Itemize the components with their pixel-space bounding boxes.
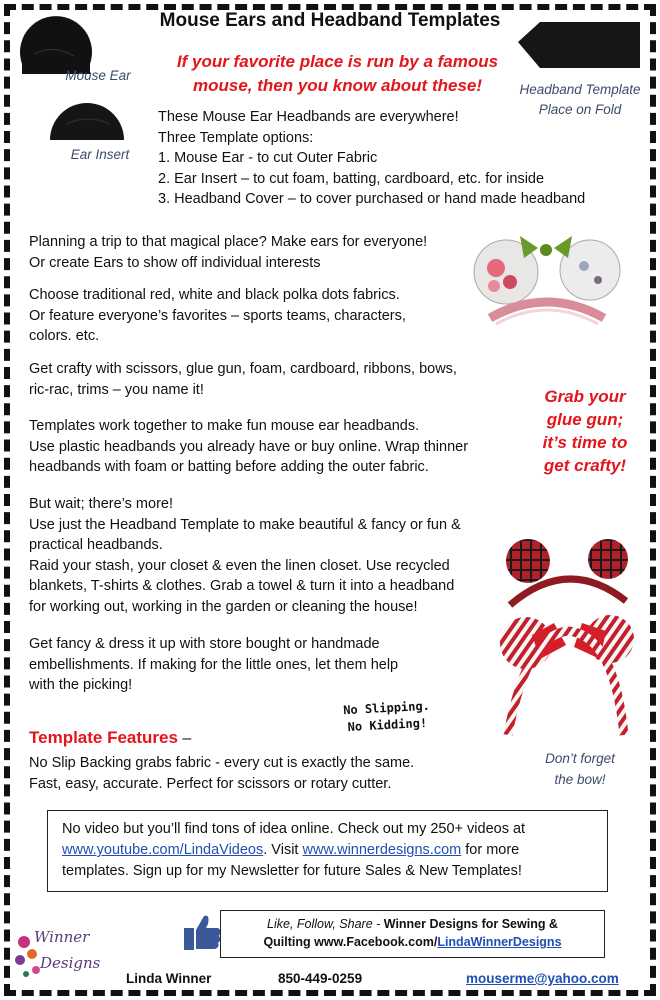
tagline-line1: If your favorite place is run by a famous: [176, 52, 499, 71]
headband-template-caption-line2: Place on Fold: [538, 102, 622, 117]
paragraph-line: Or create Ears to show off individual interests: [29, 254, 321, 271]
footer-phone: 850-449-0259: [278, 971, 363, 986]
paragraph-templates: [29, 416, 468, 478]
paragraph-line: Templates work together to make fun mouse ear headbands.: [29, 418, 420, 434]
logo-text-winner: Winner: [34, 928, 90, 946]
website-link[interactable]: www.winnerdesigns.com: [302, 842, 462, 858]
paragraph-line: headbands with foam or batting before adding the outer fabric.: [29, 459, 429, 475]
features-line: Fast, easy, accurate. Perfect for scissors or rotary cutter.: [29, 775, 392, 792]
paragraph-line: with the picking!: [29, 677, 133, 693]
callout-line: it’s time to: [542, 433, 628, 452]
social-prefix: Like, Follow, Share -: [267, 917, 384, 931]
thumbs-up-icon[interactable]: [184, 912, 222, 952]
winner-designs-logo: [12, 912, 112, 982]
paragraph-line: practical headbands.: [29, 537, 163, 553]
social-brand-url: Quilting www.Facebook.com/: [263, 935, 438, 949]
paragraph-line: blankets, T-shirts & clothes. Grab a towel & turn it into a headband: [29, 578, 455, 594]
paragraph-line: embellishments. If making for the little ones, let them help: [29, 656, 399, 673]
paragraph-line: Choose traditional red, white and black polka dots fabrics.: [29, 287, 400, 303]
paragraph-more: [29, 494, 461, 617]
plaid-striped-mouse-ears-photo: [496, 535, 642, 740]
footer-email-container: [466, 971, 619, 986]
paragraph-line: colors. etc.: [29, 328, 100, 344]
video-info-box: [47, 810, 608, 892]
tagline-line2: mouse, then you know about these!: [192, 76, 483, 95]
caption-line: Don’t forget: [545, 751, 615, 766]
paragraph-line: Raid your stash, your closet & even the linen closet. Use recycled: [29, 557, 450, 574]
info-text: for more: [461, 842, 520, 858]
facebook-link[interactable]: LindaWinnerDesigns: [437, 935, 562, 949]
paragraph-line: But wait; there’s more!: [29, 496, 173, 512]
glue-gun-callout: [528, 385, 642, 477]
info-line1: No video but you’ll find tons of idea online. Check out my 250+ videos at: [62, 821, 526, 837]
intro-line: 2. Ear Insert – to cut foam, batting, cardboard, etc. for inside: [158, 170, 545, 187]
paragraph-line: Get crafty with scissors, glue gun, foam, cardboard, ribbons, bows,: [29, 361, 457, 377]
caption-line: the bow!: [554, 772, 606, 787]
features-heading-dash: –: [177, 730, 192, 747]
paragraph-fancy: [29, 634, 398, 696]
intro-line: Three Template options:: [158, 129, 314, 146]
no-slipping-handwritten: [331, 697, 443, 737]
paragraph-line: Get fancy & dress it up with store bought or handmade: [29, 636, 380, 652]
paragraph-fabrics: [29, 285, 406, 347]
callout-line: get crafty!: [543, 456, 627, 475]
paragraph-crafty: [29, 359, 457, 400]
paragraph-line: Planning a trip to that magical place? Make ears for everyone!: [29, 234, 428, 250]
template-features-heading: [29, 728, 191, 748]
dont-forget-bow-caption: [520, 748, 640, 790]
info-text: . Visit: [263, 842, 303, 858]
info-line2: [62, 840, 597, 861]
intro-line: These Mouse Ear Headbands are everywhere!: [158, 109, 459, 125]
youtube-link[interactable]: www.youtube.com/LindaVideos: [62, 842, 264, 858]
intro-line: 3. Headband Cover – to cover purchased or hand made headband: [158, 191, 586, 207]
paragraph-line: Or feature everyone’s favorites – sports teams, characters,: [29, 307, 406, 324]
paragraph-line: for working out, working in the garden or cleaning the house!: [29, 598, 418, 615]
template-features-list: [29, 753, 414, 794]
social-line1: [221, 915, 604, 933]
page-title: Mouse Ears and Headband Templates: [159, 10, 501, 31]
info-line3: templates. Sign up for my Newsletter for future Sales & New Templates!: [62, 863, 522, 879]
paragraph-line: Use just the Headband Template to make beautiful & fancy or fun &: [29, 516, 461, 533]
intro-list: [158, 107, 585, 210]
footer-name: Linda Winner: [126, 971, 212, 986]
tagline: [165, 50, 510, 98]
features-line: No Slip Backing grabs fabric - every cut is exactly the same.: [29, 755, 415, 771]
callout-line: glue gun;: [546, 410, 624, 429]
logo-text-designs: Designs: [40, 954, 101, 972]
social-line2: [221, 933, 604, 951]
callout-line: Grab your: [544, 387, 626, 406]
features-heading-text: Template Features: [29, 728, 178, 747]
ear-insert-template-image: [46, 84, 128, 146]
email-link[interactable]: mouserme@yahoo.com: [466, 971, 619, 986]
intro-line: 1. Mouse Ear - to cut Outer Fabric: [158, 150, 378, 166]
floral-mouse-ears-photo: [472, 226, 622, 344]
mouse-ear-caption: Mouse Ear: [65, 68, 131, 83]
paragraph-line: Use plastic headbands you already have or buy online. Wrap thinner: [29, 438, 469, 455]
social-brand: Winner Designs for Sewing &: [383, 917, 558, 931]
mouse-ear-template-image: [14, 14, 94, 74]
ear-insert-caption: Ear Insert: [70, 147, 130, 162]
headband-template-image: [518, 20, 640, 70]
headband-template-caption-line1: Headband Template: [519, 82, 641, 97]
handwritten-line: No Slipping.: [342, 698, 431, 718]
paragraph-line: ric-rac, trims – you name it!: [29, 381, 204, 398]
handwritten-line: No Kidding!: [347, 715, 428, 735]
social-follow-box: [220, 910, 605, 958]
paragraph-planning: [29, 232, 427, 273]
